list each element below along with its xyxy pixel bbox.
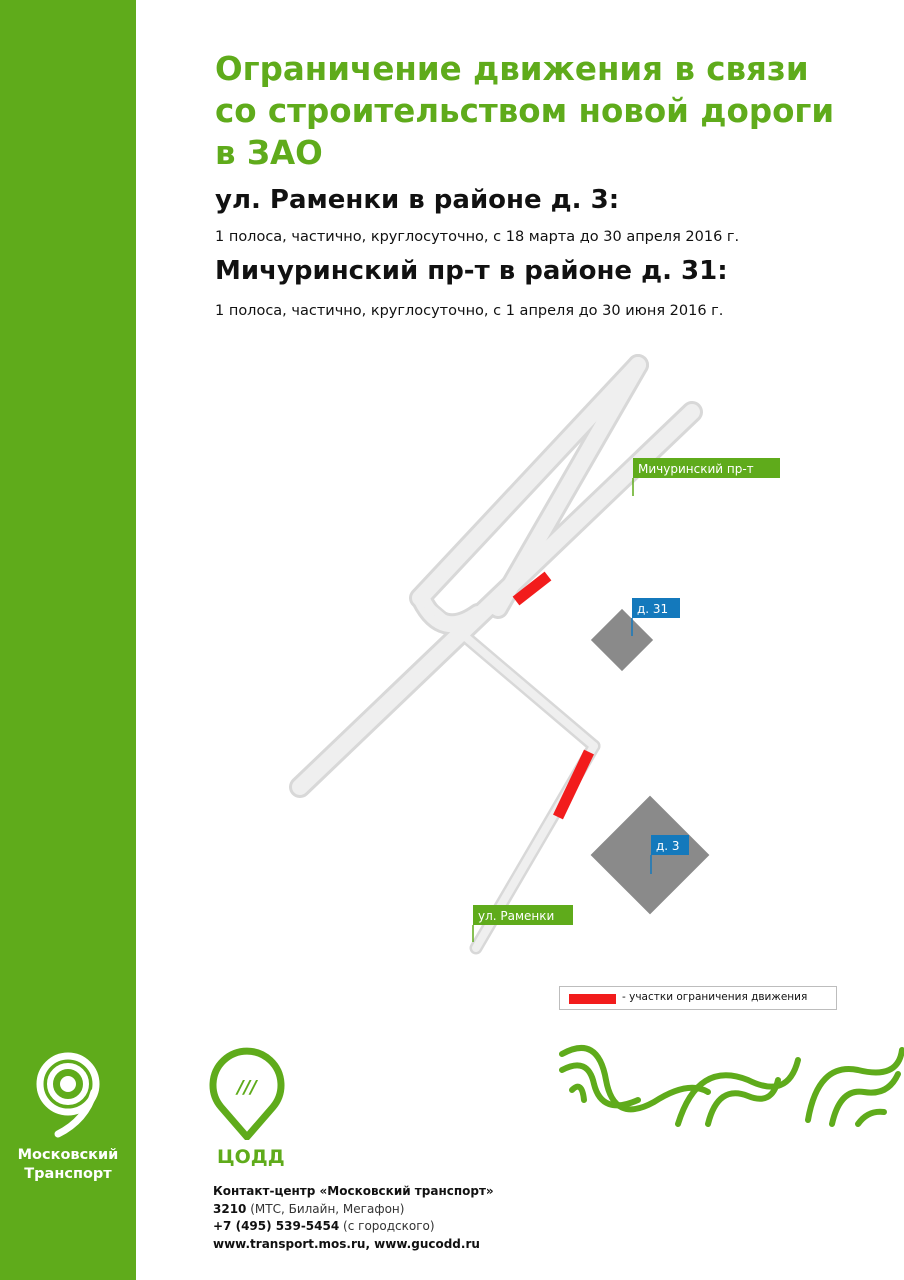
codd-logo (207, 1045, 297, 1168)
label-ramenki-text: ул. Раменки (478, 909, 555, 923)
websites: www.transport.mos.ru, www.gucodd.ru (213, 1236, 480, 1251)
codd-logo-icon (207, 1045, 297, 1140)
brand-name-line1: Московский (17, 1147, 119, 1163)
section-details-ramenki: 1 полоса, частично, круглосуточно, с 18 марта до 30 апреля 2016 г. (215, 229, 740, 245)
section-heading-michurinsky: Мичуринский пр-т в районе д. 31: (215, 256, 728, 286)
brand-name-line2: Транспорт (24, 1166, 112, 1182)
codd-mark: /// (237, 1077, 257, 1098)
section-heading-ramenki: ул. Раменки в районе д. 3: (215, 185, 620, 215)
page-title: Ограничение движения в связи со строительством новой дороги в ЗАО (215, 50, 835, 172)
phone-number: +7 (495) 539-5454 (213, 1219, 340, 1233)
contact-center-title: Контакт-центр «Московский транспорт» (213, 1184, 494, 1198)
codd-name: ЦОДД (217, 1146, 285, 1168)
map-legend (559, 986, 837, 1010)
contact-info (213, 1183, 494, 1253)
label-house-31-text: д. 31 (637, 602, 669, 616)
building-3 (591, 796, 710, 915)
short-number: 3210 (213, 1201, 247, 1216)
restriction-segment-ramenki (558, 752, 589, 817)
label-house-3-text: д. 3 (656, 839, 680, 853)
decorative-waves (558, 1040, 904, 1130)
legend-text: - участки ограничения движения (622, 991, 808, 1003)
building-31 (591, 609, 653, 671)
label-michurinsky (633, 458, 780, 496)
label-michurinsky-text: Мичуринский пр-т (638, 462, 754, 476)
legend-swatch (569, 994, 616, 1004)
short-number-note: (МТС, Билайн, Мегафон) (250, 1201, 405, 1216)
section-details-michurinsky: 1 полоса, частично, круглосуточно, с 1 апреля до 30 июня 2016 г. (215, 303, 724, 319)
phone-note: (с городского) (343, 1219, 435, 1233)
